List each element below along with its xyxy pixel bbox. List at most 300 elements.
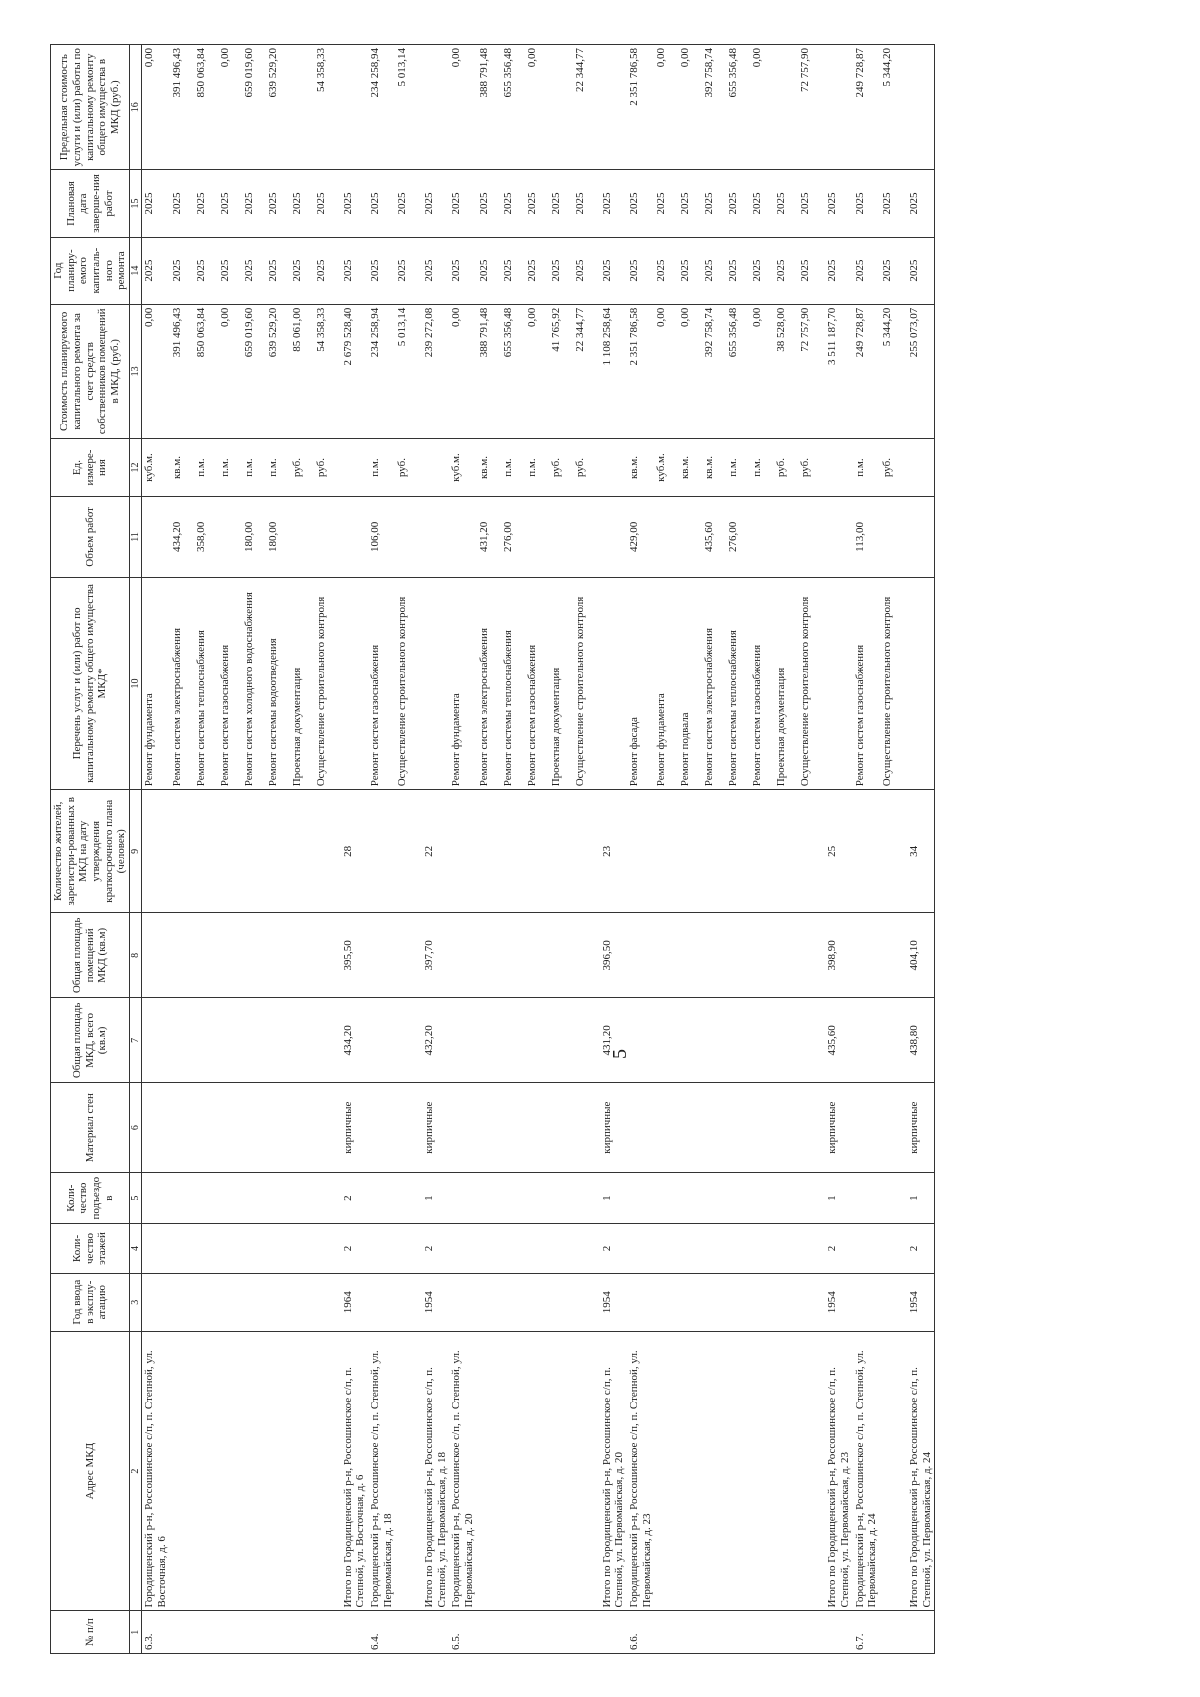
- premises-area-cell: 395,50: [338, 912, 368, 997]
- wall-material-cell: кирпичные: [904, 1082, 935, 1172]
- floors-cell: [573, 1223, 597, 1272]
- unit-cell: п.м.: [368, 438, 395, 496]
- address-cell: [774, 1331, 798, 1611]
- rotated-table-container: [50, 44, 1150, 1654]
- table-row: [501, 44, 525, 1653]
- work-type-cell: Ремонт систем электроснабжения: [477, 577, 501, 790]
- row-number-cell: 6.7.: [853, 1610, 880, 1653]
- wall-material-cell: [853, 1082, 880, 1172]
- unit-cell: руб.: [395, 438, 419, 496]
- work-volume-cell: [142, 496, 170, 577]
- premises-area-cell: [774, 912, 798, 997]
- total-area-cell: [501, 997, 525, 1082]
- floors-cell: [242, 1223, 266, 1272]
- work-volume-cell: 276,00: [501, 496, 525, 577]
- row-number-cell: [501, 1610, 525, 1653]
- column-number-10: 10: [129, 577, 142, 790]
- column-number-row: [129, 44, 142, 1653]
- total-area-cell: 435,60: [822, 997, 852, 1082]
- entrances-cell: [798, 1172, 822, 1223]
- table-row: [266, 44, 290, 1653]
- row-number-cell: [549, 1610, 573, 1653]
- work-type-cell: Проектная документация: [549, 577, 573, 790]
- entrances-cell: [880, 1172, 904, 1223]
- limit-cost-cell: 655 356,48: [501, 44, 525, 169]
- planned-date-cell: 2025: [549, 169, 573, 236]
- limit-cost-cell: 54 358,33: [314, 44, 338, 169]
- limit-cost-cell: [338, 44, 368, 169]
- year-built-cell: [395, 1273, 419, 1331]
- planned-date-cell: 2025: [477, 169, 501, 236]
- residents-cell: [395, 789, 419, 912]
- unit-cell: [338, 438, 368, 496]
- work-volume-cell: [395, 496, 419, 577]
- column-number-3: 3: [129, 1273, 142, 1331]
- address-cell: Городищенский р-н, Россошинское с/п, п. Степной, ул. Первомайская, д. 20: [449, 1331, 476, 1611]
- work-type-cell: Ремонт подвала: [678, 577, 702, 790]
- repair-year-cell: 2025: [368, 237, 395, 304]
- column-header-2: Адрес МКД: [51, 1331, 130, 1611]
- table-row: [142, 44, 170, 1653]
- address-cell: [395, 1331, 419, 1611]
- column-number-4: 4: [129, 1223, 142, 1272]
- planned-date-cell: 2025: [798, 169, 822, 236]
- premises-area-cell: 396,50: [597, 912, 627, 997]
- row-number-cell: [290, 1610, 314, 1653]
- year-built-cell: [142, 1273, 170, 1331]
- wall-material-cell: [573, 1082, 597, 1172]
- total-row: [419, 44, 449, 1653]
- limit-cost-cell: 388 791,48: [477, 44, 501, 169]
- unit-cell: п.м.: [750, 438, 774, 496]
- wall-material-cell: [750, 1082, 774, 1172]
- address-cell: [525, 1331, 549, 1611]
- premises-area-cell: [880, 912, 904, 997]
- limit-cost-cell: [774, 44, 798, 169]
- total-row: [822, 44, 852, 1653]
- entrances-cell: [627, 1172, 654, 1223]
- wall-material-cell: [290, 1082, 314, 1172]
- floors-cell: [702, 1223, 726, 1272]
- row-number-cell: [194, 1610, 218, 1653]
- work-type-cell: [822, 577, 852, 790]
- unit-cell: руб.: [774, 438, 798, 496]
- planned-date-cell: 2025: [194, 169, 218, 236]
- repair-year-cell: 2025: [798, 237, 822, 304]
- address-cell: [242, 1331, 266, 1611]
- planned-date-cell: 2025: [501, 169, 525, 236]
- address-cell: [678, 1331, 702, 1611]
- work-volume-cell: 431,20: [477, 496, 501, 577]
- column-header-8: Общая площадь помещений МКД (кв.м): [51, 912, 130, 997]
- unit-cell: [904, 438, 935, 496]
- total-area-cell: [290, 997, 314, 1082]
- year-built-cell: [678, 1273, 702, 1331]
- column-number-9: 9: [129, 789, 142, 912]
- limit-cost-cell: 392 758,74: [702, 44, 726, 169]
- floors-cell: [290, 1223, 314, 1272]
- floors-cell: 2: [597, 1223, 627, 1272]
- unit-cell: кв.м.: [678, 438, 702, 496]
- repair-year-cell: 2025: [627, 237, 654, 304]
- repair-year-cell: 2025: [880, 237, 904, 304]
- wall-material-cell: [449, 1082, 476, 1172]
- floors-cell: [395, 1223, 419, 1272]
- year-built-cell: [449, 1273, 476, 1331]
- table-row: [627, 44, 654, 1653]
- entrances-cell: [549, 1172, 573, 1223]
- work-type-cell: Ремонт фундамента: [142, 577, 170, 790]
- premises-area-cell: [242, 912, 266, 997]
- work-type-cell: [597, 577, 627, 790]
- column-header-3: Год ввода в эксплу-атацию: [51, 1273, 130, 1331]
- wall-material-cell: [525, 1082, 549, 1172]
- cost-cell: 85 061,00: [290, 304, 314, 438]
- row-number-cell: [597, 1610, 627, 1653]
- work-type-cell: Ремонт системы теплоснабжения: [726, 577, 750, 790]
- work-type-cell: Ремонт фундамента: [449, 577, 476, 790]
- row-number-cell: [525, 1610, 549, 1653]
- wall-material-cell: кирпичные: [419, 1082, 449, 1172]
- entrances-cell: [654, 1172, 678, 1223]
- table-row: [194, 44, 218, 1653]
- year-built-cell: [314, 1273, 338, 1331]
- planned-date-cell: 2025: [904, 169, 935, 236]
- unit-cell: кв.м.: [627, 438, 654, 496]
- address-cell: Городищенский р-н, Россошинское с/п, п. Степной, ул. Первомайская, д. 24: [853, 1331, 880, 1611]
- premises-area-cell: [525, 912, 549, 997]
- limit-cost-cell: 72 757,90: [798, 44, 822, 169]
- work-volume-cell: 180,00: [266, 496, 290, 577]
- limit-cost-cell: 850 063,84: [194, 44, 218, 169]
- year-built-cell: 1954: [419, 1273, 449, 1331]
- residents-cell: [314, 789, 338, 912]
- cost-cell: 639 529,20: [266, 304, 290, 438]
- work-volume-cell: [419, 496, 449, 577]
- address-cell: [290, 1331, 314, 1611]
- unit-cell: [419, 438, 449, 496]
- work-volume-cell: [290, 496, 314, 577]
- work-type-cell: [338, 577, 368, 790]
- planned-date-cell: 2025: [822, 169, 852, 236]
- table-row: [395, 44, 419, 1653]
- wall-material-cell: [242, 1082, 266, 1172]
- column-number-15: 15: [129, 169, 142, 236]
- repair-year-cell: 2025: [853, 237, 880, 304]
- planned-date-cell: 2025: [774, 169, 798, 236]
- floors-cell: [750, 1223, 774, 1272]
- address-cell: [573, 1331, 597, 1611]
- cost-cell: 392 758,74: [702, 304, 726, 438]
- wall-material-cell: [678, 1082, 702, 1172]
- work-volume-cell: [218, 496, 242, 577]
- premises-area-cell: [702, 912, 726, 997]
- unit-cell: куб.м.: [654, 438, 678, 496]
- floors-cell: [368, 1223, 395, 1272]
- total-area-cell: [853, 997, 880, 1082]
- cost-cell: 72 757,90: [798, 304, 822, 438]
- table-row: [774, 44, 798, 1653]
- address-cell: [314, 1331, 338, 1611]
- entrances-cell: [573, 1172, 597, 1223]
- residents-cell: [194, 789, 218, 912]
- floors-cell: [449, 1223, 476, 1272]
- cost-cell: 0,00: [654, 304, 678, 438]
- work-type-cell: Ремонт систем газоснабжения: [218, 577, 242, 790]
- year-built-cell: [573, 1273, 597, 1331]
- cost-cell: 0,00: [449, 304, 476, 438]
- work-volume-cell: 358,00: [194, 496, 218, 577]
- repair-year-cell: 2025: [194, 237, 218, 304]
- row-number-cell: 6.5.: [449, 1610, 476, 1653]
- planned-date-cell: 2025: [880, 169, 904, 236]
- year-built-cell: 1964: [338, 1273, 368, 1331]
- table-row: [853, 44, 880, 1653]
- column-header-5: Коли-чество подъездо в: [51, 1172, 130, 1223]
- row-number-cell: [266, 1610, 290, 1653]
- repair-year-cell: 2025: [573, 237, 597, 304]
- cost-cell: 2 679 528,40: [338, 304, 368, 438]
- unit-cell: [597, 438, 627, 496]
- unit-cell: кв.м.: [477, 438, 501, 496]
- planned-date-cell: 2025: [170, 169, 194, 236]
- cost-cell: 38 528,00: [774, 304, 798, 438]
- unit-cell: руб.: [880, 438, 904, 496]
- total-area-cell: [774, 997, 798, 1082]
- work-type-cell: Ремонт фундамента: [654, 577, 678, 790]
- repair-year-cell: 2025: [242, 237, 266, 304]
- entrances-cell: [477, 1172, 501, 1223]
- table-row: [702, 44, 726, 1653]
- total-area-cell: [702, 997, 726, 1082]
- limit-cost-cell: 5 344,20: [880, 44, 904, 169]
- repair-year-cell: 2025: [750, 237, 774, 304]
- work-volume-cell: [904, 496, 935, 577]
- floors-cell: [853, 1223, 880, 1272]
- residents-cell: [525, 789, 549, 912]
- cost-cell: 234 258,94: [368, 304, 395, 438]
- table-row: [242, 44, 266, 1653]
- entrances-cell: [368, 1172, 395, 1223]
- floors-cell: [194, 1223, 218, 1272]
- address-cell: Итого по Городищенский р-н, Россошинское с/п, п. Степной, ул. Первомайская, д. 18: [419, 1331, 449, 1611]
- table-row: [654, 44, 678, 1653]
- row-number-cell: [678, 1610, 702, 1653]
- entrances-cell: [395, 1172, 419, 1223]
- total-area-cell: [880, 997, 904, 1082]
- year-built-cell: [501, 1273, 525, 1331]
- work-volume-cell: [525, 496, 549, 577]
- repair-year-cell: 2025: [726, 237, 750, 304]
- work-type-cell: Ремонт фасада: [627, 577, 654, 790]
- address-cell: Городищенский р-н, Россошинское с/п, п. Степной, ул. Первомайская, д. 23: [627, 1331, 654, 1611]
- table-row: [314, 44, 338, 1653]
- residents-cell: [501, 789, 525, 912]
- entrances-cell: 1: [597, 1172, 627, 1223]
- cost-cell: 5 344,20: [880, 304, 904, 438]
- unit-cell: п.м.: [242, 438, 266, 496]
- table-row: [218, 44, 242, 1653]
- repair-year-cell: 2025: [702, 237, 726, 304]
- limit-cost-cell: 639 529,20: [266, 44, 290, 169]
- total-row: [338, 44, 368, 1653]
- row-number-cell: [750, 1610, 774, 1653]
- limit-cost-cell: [597, 44, 627, 169]
- premises-area-cell: [314, 912, 338, 997]
- cost-cell: 391 496,43: [170, 304, 194, 438]
- column-number-14: 14: [129, 237, 142, 304]
- limit-cost-cell: 22 344,77: [573, 44, 597, 169]
- work-type-cell: Осуществление строительного контроля: [395, 577, 419, 790]
- cost-cell: 0,00: [750, 304, 774, 438]
- residents-cell: [242, 789, 266, 912]
- year-built-cell: [726, 1273, 750, 1331]
- work-type-cell: Проектная документация: [774, 577, 798, 790]
- planned-date-cell: 2025: [573, 169, 597, 236]
- planned-date-cell: 2025: [419, 169, 449, 236]
- residents-cell: [702, 789, 726, 912]
- residents-cell: [678, 789, 702, 912]
- unit-cell: п.м.: [501, 438, 525, 496]
- cost-cell: 2 351 786,58: [627, 304, 654, 438]
- row-number-cell: [242, 1610, 266, 1653]
- year-built-cell: [654, 1273, 678, 1331]
- work-type-cell: Ремонт систем газоснабжения: [853, 577, 880, 790]
- row-number-cell: [573, 1610, 597, 1653]
- work-volume-cell: 434,20: [170, 496, 194, 577]
- unit-cell: [822, 438, 852, 496]
- planned-date-cell: 2025: [726, 169, 750, 236]
- work-type-cell: Проектная документация: [290, 577, 314, 790]
- table-row: [368, 44, 395, 1653]
- column-header-4: Коли-чество этажей: [51, 1223, 130, 1272]
- planned-date-cell: 2025: [597, 169, 627, 236]
- table-row: [290, 44, 314, 1653]
- total-area-cell: [525, 997, 549, 1082]
- entrances-cell: [290, 1172, 314, 1223]
- work-type-cell: Ремонт системы теплоснабжения: [194, 577, 218, 790]
- year-built-cell: [853, 1273, 880, 1331]
- cost-cell: 3 511 187,70: [822, 304, 852, 438]
- limit-cost-cell: 0,00: [449, 44, 476, 169]
- floors-cell: [627, 1223, 654, 1272]
- limit-cost-cell: 0,00: [654, 44, 678, 169]
- residents-cell: [142, 789, 170, 912]
- year-built-cell: [750, 1273, 774, 1331]
- row-number-cell: [798, 1610, 822, 1653]
- repair-year-cell: 2025: [549, 237, 573, 304]
- residents-cell: [774, 789, 798, 912]
- repair-year-cell: 2025: [170, 237, 194, 304]
- cost-cell: 5 013,14: [395, 304, 419, 438]
- work-type-cell: Ремонт систем холодного водоснабжения: [242, 577, 266, 790]
- planned-date-cell: 2025: [750, 169, 774, 236]
- row-number-cell: 6.4.: [368, 1610, 395, 1653]
- floors-cell: [477, 1223, 501, 1272]
- premises-area-cell: [678, 912, 702, 997]
- column-number-8: 8: [129, 912, 142, 997]
- cost-cell: 22 344,77: [573, 304, 597, 438]
- address-cell: [750, 1331, 774, 1611]
- wall-material-cell: [702, 1082, 726, 1172]
- work-volume-cell: [750, 496, 774, 577]
- entrances-cell: [218, 1172, 242, 1223]
- floors-cell: 2: [419, 1223, 449, 1272]
- total-area-cell: [654, 997, 678, 1082]
- work-volume-cell: [654, 496, 678, 577]
- work-type-cell: Ремонт системы водоотведения: [266, 577, 290, 790]
- address-cell: [726, 1331, 750, 1611]
- residents-cell: [170, 789, 194, 912]
- floors-cell: 2: [822, 1223, 852, 1272]
- total-area-cell: [627, 997, 654, 1082]
- cost-cell: 255 073,07: [904, 304, 935, 438]
- floors-cell: [549, 1223, 573, 1272]
- column-number-1: 1: [129, 1610, 142, 1653]
- entrances-cell: [678, 1172, 702, 1223]
- premises-area-cell: [170, 912, 194, 997]
- entrances-cell: [750, 1172, 774, 1223]
- repair-year-cell: 2025: [654, 237, 678, 304]
- total-area-cell: [170, 997, 194, 1082]
- total-area-cell: [314, 997, 338, 1082]
- row-number-cell: [774, 1610, 798, 1653]
- work-type-cell: Ремонт систем газоснабжения: [750, 577, 774, 790]
- column-number-11: 11: [129, 496, 142, 577]
- floors-cell: [654, 1223, 678, 1272]
- premises-area-cell: [142, 912, 170, 997]
- total-area-cell: [242, 997, 266, 1082]
- address-cell: [218, 1331, 242, 1611]
- residents-cell: 25: [822, 789, 852, 912]
- premises-area-cell: [368, 912, 395, 997]
- column-header-14: Год планиру-емого капиталь-ного ремонта: [51, 237, 130, 304]
- entrances-cell: [314, 1172, 338, 1223]
- year-built-cell: [194, 1273, 218, 1331]
- premises-area-cell: 397,70: [419, 912, 449, 997]
- unit-cell: куб.м.: [449, 438, 476, 496]
- entrances-cell: [170, 1172, 194, 1223]
- unit-cell: п.м.: [726, 438, 750, 496]
- premises-area-cell: [573, 912, 597, 997]
- work-type-cell: Осуществление строительного контроля: [314, 577, 338, 790]
- floors-cell: [774, 1223, 798, 1272]
- floors-cell: [726, 1223, 750, 1272]
- limit-cost-cell: 234 258,94: [368, 44, 395, 169]
- work-volume-cell: [678, 496, 702, 577]
- work-volume-cell: [822, 496, 852, 577]
- premises-area-cell: [750, 912, 774, 997]
- row-number-cell: [395, 1610, 419, 1653]
- total-area-cell: [142, 997, 170, 1082]
- total-area-cell: 438,80: [904, 997, 935, 1082]
- wall-material-cell: [266, 1082, 290, 1172]
- premises-area-cell: [501, 912, 525, 997]
- row-number-cell: [477, 1610, 501, 1653]
- year-built-cell: [627, 1273, 654, 1331]
- floors-cell: [170, 1223, 194, 1272]
- residents-cell: 22: [419, 789, 449, 912]
- address-cell: [266, 1331, 290, 1611]
- total-row: [904, 44, 935, 1653]
- work-volume-cell: 113,00: [853, 496, 880, 577]
- total-area-cell: 432,20: [419, 997, 449, 1082]
- residents-cell: 34: [904, 789, 935, 912]
- planned-date-cell: 2025: [654, 169, 678, 236]
- table-row: [449, 44, 476, 1653]
- wall-material-cell: [314, 1082, 338, 1172]
- address-cell: [477, 1331, 501, 1611]
